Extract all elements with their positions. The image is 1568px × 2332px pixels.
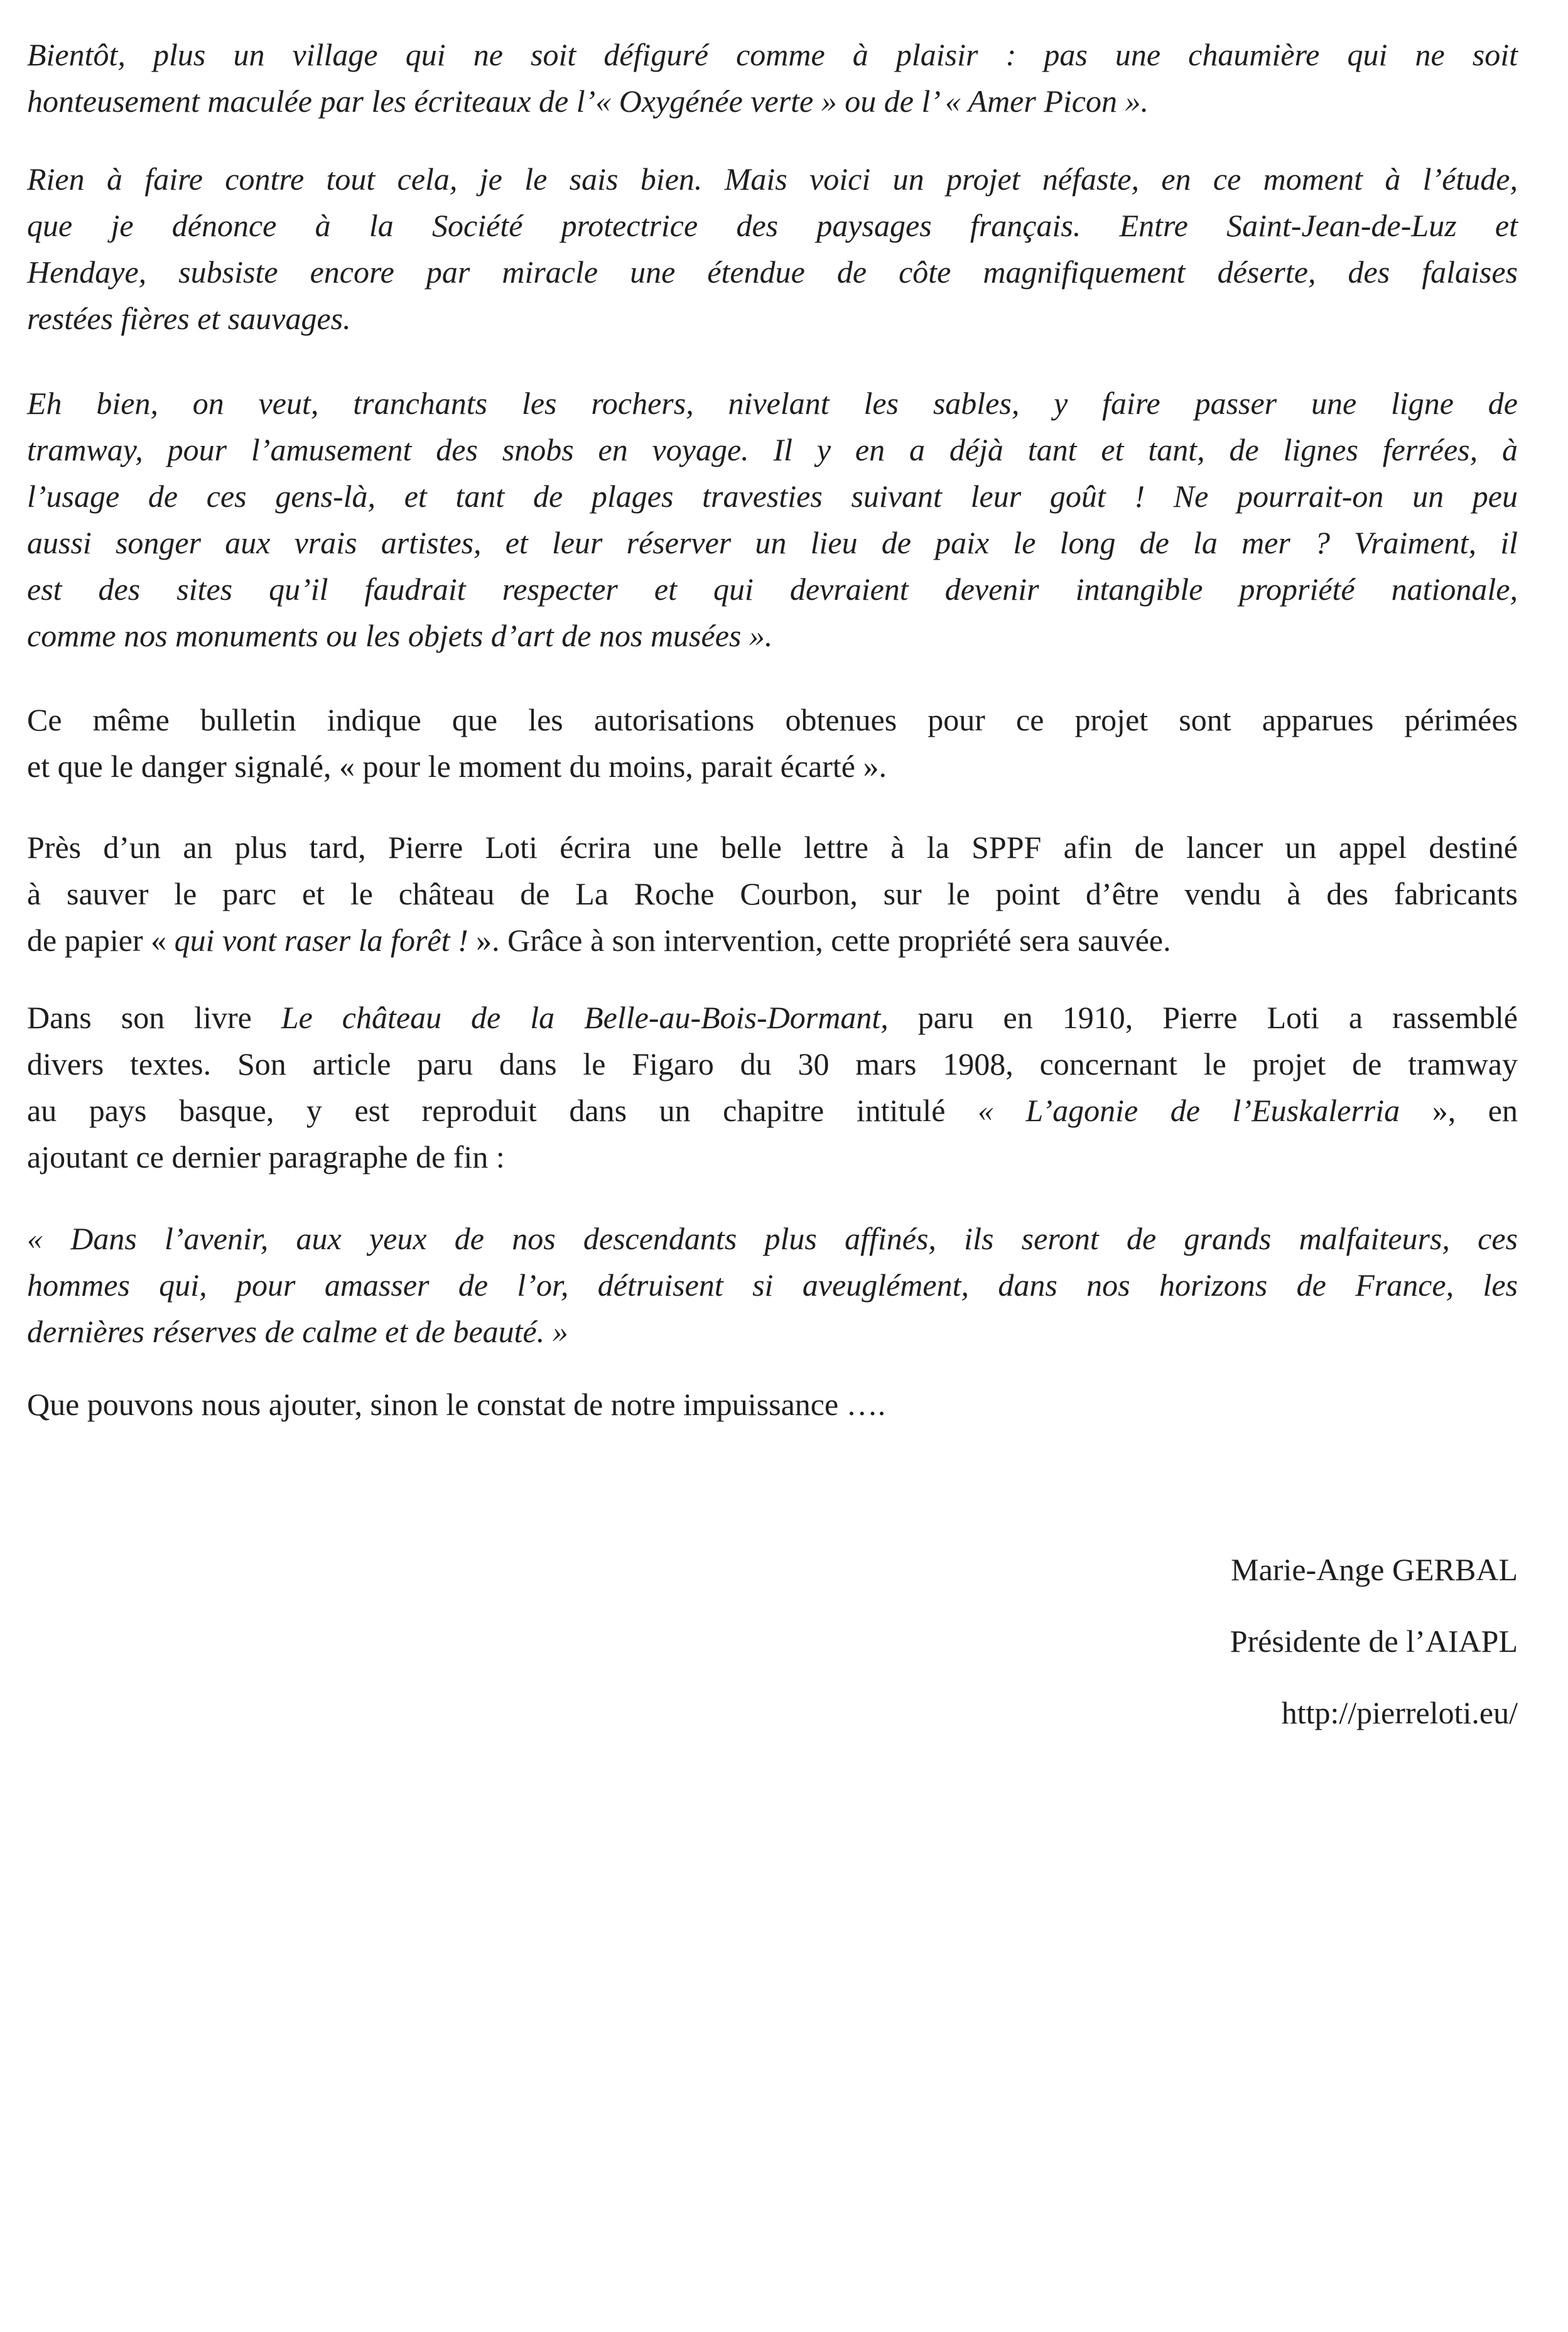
text: au pays basque, y est reproduit dans un chapitre intitulé: [27, 1093, 978, 1128]
paragraph: [27, 994, 1518, 1180]
text: Que pouvons nous ajouter, sinon le constat de notre impuissance ….: [27, 1387, 886, 1422]
text: de papier «: [27, 923, 175, 958]
italic-text: honteusement maculée par les écriteaux de l’« Oxygénée verte » ou de l’ « Amer Picon ».: [27, 84, 1149, 119]
text-line: [27, 612, 1518, 659]
paragraph: [27, 697, 1518, 789]
text: paru en 1910, Pierre Loti a rassemblé: [888, 1000, 1518, 1035]
text-line: [27, 202, 1518, 249]
italic-text: aussi songer aux vrais artistes, et leur réserver un lieu de paix le long de la mer ? Vraiment, il: [27, 525, 1518, 560]
text-line: [27, 380, 1518, 426]
italic-text: Le château de la Belle-au-Bois-Dormant,: [281, 1000, 889, 1035]
text-line: [27, 249, 1518, 295]
italic-text: Eh bien, on veut, tranchants les rochers, nivelant les sables, y faire passer une ligne de: [27, 386, 1518, 421]
text-line: [27, 156, 1518, 202]
text-line: [27, 1041, 1518, 1087]
text-line: [27, 426, 1518, 473]
text-line: [27, 295, 1518, 342]
text-line: [27, 519, 1518, 566]
signature-website: http://pierreloti.eu/: [1281, 1695, 1518, 1730]
text-line: [27, 824, 1518, 870]
text-line: [27, 1215, 1518, 1262]
italic-text: comme nos monuments ou les objets d’art de nos musées ».: [27, 618, 773, 653]
italic-text: qui vont raser la forêt !: [174, 923, 468, 958]
text-line: [27, 1134, 1518, 1180]
italic-text: que je dénonce à la Société protectrice des paysages français. Entre Saint-Jean-de-Luz et: [27, 208, 1518, 243]
text: à sauver le parc et le château de La Roche Courbon, sur le point d’être vendu à des fabricants: [27, 876, 1518, 911]
text-line: [27, 1087, 1518, 1134]
italic-text: Rien à faire contre tout cela, je le sais bien. Mais voici un projet néfaste, en ce moment à l’étude,: [27, 161, 1518, 197]
text: ajoutant ce dernier paragraphe de fin :: [27, 1139, 505, 1174]
signature-name: Marie-Ange GERBAL: [1231, 1552, 1518, 1587]
italic-text: « Dans l’avenir, aux yeux de nos descendants plus affinés, ils seront de grands malfaiteurs, ces: [27, 1221, 1518, 1256]
text-line: [27, 473, 1518, 519]
text-line: [27, 1308, 1518, 1355]
text: Ce même bulletin indique que les autorisations obtenues pour ce projet sont apparues périmées: [27, 702, 1518, 737]
text-line: [27, 994, 1518, 1041]
paragraph: [27, 824, 1518, 963]
text-line: [27, 917, 1518, 963]
text: et que le danger signalé, « pour le moment du moins, parait écarté ».: [27, 749, 887, 784]
text-line: [27, 870, 1518, 917]
italic-text: tramway, pour l’amusement des snobs en voyage. Il y en a déjà tant et tant, de lignes ferrées, à: [27, 432, 1518, 467]
italic-text: hommes qui, pour amasser de l’or, détruisent si aveuglément, dans nos horizons de France, les: [27, 1267, 1518, 1303]
text-line: [27, 697, 1518, 743]
text-line: [27, 743, 1518, 789]
text-line: [27, 78, 1518, 124]
text: ». Grâce à son intervention, cette propriété sera sauvée.: [468, 923, 1171, 958]
paragraph: [27, 156, 1518, 342]
italic-text: Bientôt, plus un village qui ne soit défiguré comme à plaisir : pas une chaumière qui ne soit: [27, 37, 1518, 72]
text-line: [27, 1381, 1518, 1428]
italic-text: Hendaye, subsiste encore par miracle une étendue de côte magnifiquement déserte, des falaises: [27, 254, 1518, 290]
text: », en: [1400, 1093, 1518, 1128]
italic-text: est des sites qu’il faudrait respecter et qui devraient devenir intangible propriété nationale,: [27, 572, 1518, 607]
paragraph: [27, 31, 1518, 124]
italic-text: « L’agonie de l’Euskalerria: [977, 1093, 1400, 1128]
text-line: [27, 31, 1518, 78]
signature-role: Présidente de l’AIAPL: [1230, 1624, 1518, 1659]
paragraph: [27, 380, 1518, 659]
paragraph: [27, 1215, 1518, 1355]
italic-text: restées fières et sauvages.: [27, 301, 351, 336]
text: Dans son livre: [27, 1000, 281, 1035]
paragraph: [27, 1381, 1518, 1428]
text: divers textes. Son article paru dans le Figaro du 30 mars 1908, concernant le projet de tramway: [27, 1046, 1518, 1082]
text: Près d’un an plus tard, Pierre Loti écrira une belle lettre à la SPPF afin de lancer un appel destiné: [27, 830, 1518, 865]
italic-text: l’usage de ces gens-là, et tant de plages travesties suivant leur goût ! Ne pourrait-on un peu: [27, 479, 1518, 514]
text-line: [27, 1262, 1518, 1308]
text-line: [27, 566, 1518, 612]
italic-text: dernières réserves de calme et de beauté. »: [27, 1314, 568, 1349]
